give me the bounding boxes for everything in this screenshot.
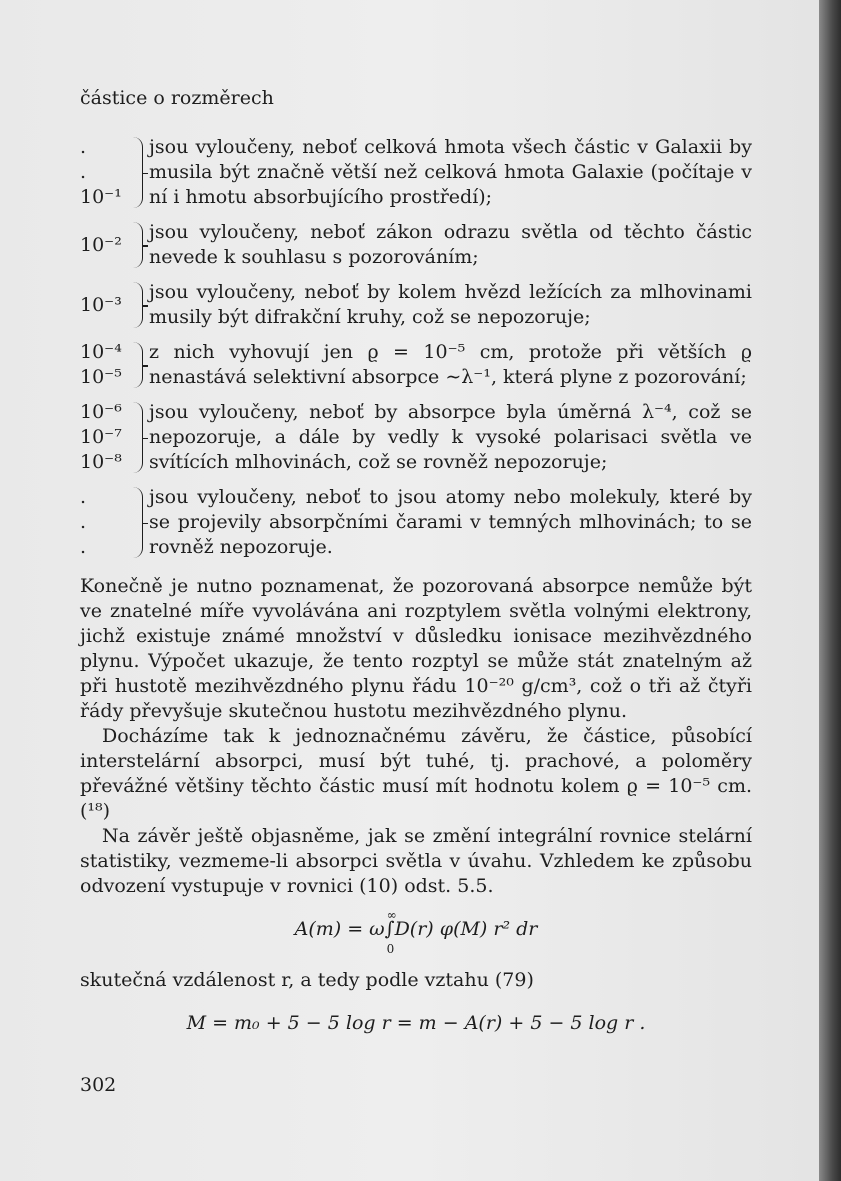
size-range-description: jsou vyloučeny, neboť zákon odrazu světla od těchto částic nevede k souhlasu s pozorováním; [149, 221, 752, 268]
integral-equation [80, 908, 752, 956]
integral-lower-limit: 0 [386, 942, 395, 956]
page-content [80, 80, 752, 1048]
paragraph-1: Konečně je nutno poznamenat, že pozorovaná absorpce nemůže být ve znatelné míře vyvolávána ani rozptylem světla volnými elektrony, jichž existuje známé množství v důsledku ionisace mezihvězdného plynu. Výpočet ukazuje, že tento rozptyl se může stát znatelným až při hustotě mezihvězdného plynu řádu 10⁻²⁰ g/cm³, což o tři až čtyři řády převyšuje skutečnou hustotu mezihvězdného plynu. [80, 575, 752, 722]
size-range-group [80, 485, 752, 560]
size-range-labels [80, 135, 128, 210]
size-range-labels [80, 485, 128, 560]
curly-brace [128, 222, 143, 268]
curly-brace [128, 282, 143, 328]
integral-sign: ∫ ∞ 0 [385, 917, 395, 942]
size-label: 10⁻⁶ [80, 401, 122, 423]
size-range-description: jsou vyloučeny, neboť to jsou atomy nebo molekuly, které by se projevily absorpčními čarami v temných mlhovinách; to se rovněž nepozoruje. [149, 486, 752, 558]
paragraph-2: Docházíme tak k jednoznačnému závěru, že částice, působící interstelární absorpci, musí být tuhé, tj. prachové, a poloměry převážné většiny těchto částic musí mít hodnotu kolem ϱ = 10⁻⁵ cm.(¹⁸) [80, 725, 752, 822]
size-range-group [80, 280, 752, 330]
paragraph-3: Na závěr ještě objasněme, jak se změní integrální rovnice stelární statistiky, vezmeme-li absorpci světla v úvahu. Vzhledem ke způsobu odvození vystupuje v rovnici (10) odst. 5.5. [80, 825, 752, 897]
size-range-group [80, 220, 752, 270]
size-range-group [80, 400, 752, 475]
curly-brace [128, 402, 143, 473]
running-text-header: částice o rozměrech [80, 87, 274, 109]
size-range-description: jsou vyloučeny, neboť by kolem hvězd ležících za mlhovinami musily být difrakční kruhy, což se nepozoruje; [149, 281, 752, 328]
size-label: 10⁻² [80, 233, 122, 256]
size-label: . [80, 486, 87, 508]
curly-brace [128, 487, 143, 558]
size-label: 10⁻¹ [80, 186, 122, 208]
integral-upper-limit: ∞ [386, 908, 397, 922]
curly-brace [128, 342, 143, 388]
size-label: 10⁻⁸ [80, 451, 122, 473]
equation-lhs: A(m) = ω [294, 918, 385, 940]
paragraph-middle: skutečná vzdálenost r, a tedy podle vztahu (79) [80, 969, 534, 991]
page-number: 302 [80, 1074, 117, 1096]
size-label: . [80, 536, 87, 558]
size-range-description: z nich vyhovují jen ϱ = 10⁻⁵ cm, protože při větších ϱ nenastává selektivní absorpce ∼λ⁻¹, která plyne z pozorování; [149, 341, 752, 388]
equation-rhs: D(r) φ(M) r² dr [394, 918, 538, 940]
size-range-description: jsou vyloučeny, neboť by absorpce byla úměrná λ⁻⁴, což se nepozoruje, a dále by vedly k vysoké polarisaci světla ve svítících mlhovinách, což se rovněž nepozoruje; [149, 401, 752, 473]
size-label: 10⁻⁵ [80, 366, 122, 388]
magnitude-equation: M = m₀ + 5 − 5 log r = m − A(r) + 5 − 5 log r . [186, 1012, 646, 1034]
size-label: . [80, 511, 87, 533]
size-label: . [80, 161, 87, 183]
size-range-labels [80, 400, 128, 475]
size-label: . [80, 136, 87, 158]
size-range-group [80, 135, 752, 210]
size-range-labels [80, 340, 128, 390]
size-label: 10⁻⁴ [80, 341, 122, 363]
book-spine-shadow [819, 0, 841, 1181]
size-ranges-list [80, 135, 752, 560]
size-label: 10⁻⁷ [80, 426, 122, 448]
size-label: 10⁻³ [80, 293, 122, 316]
size-range-group [80, 340, 752, 390]
size-range-description: jsou vyloučeny, neboť celková hmota všech částic v Galaxii by musila být značně větší než celková hmota Galaxie (počítaje v ní i hmotu absorbujícího prostředí); [149, 136, 752, 208]
curly-brace [128, 137, 143, 208]
size-range-labels [80, 233, 128, 258]
size-range-labels [80, 293, 128, 318]
